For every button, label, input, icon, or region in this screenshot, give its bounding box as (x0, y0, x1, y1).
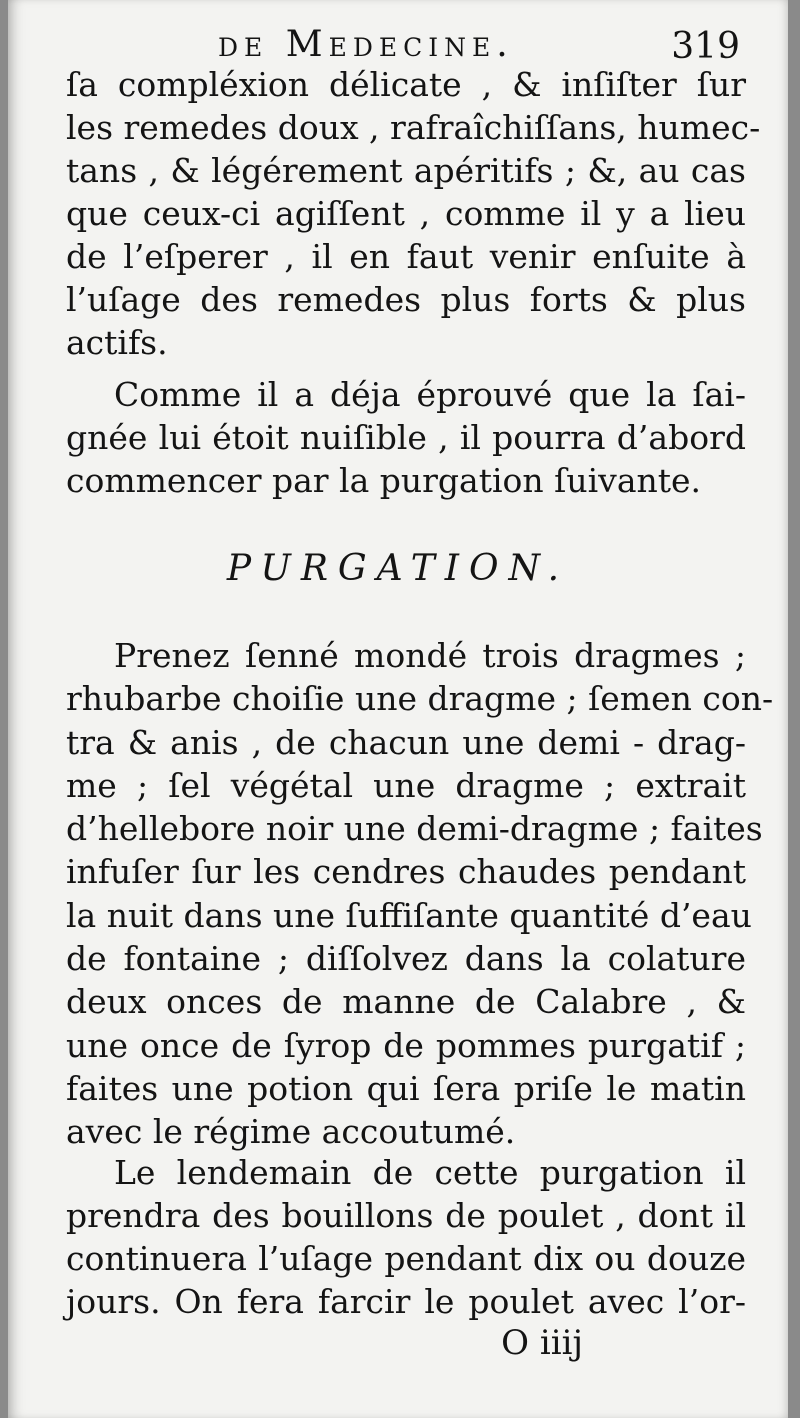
text-line: continuera l’uſage pendant dix ou douze (66, 1239, 746, 1278)
page-number: 319 (671, 26, 740, 67)
text-line: de fontaine ; diſſolvez dans la colature (66, 939, 746, 979)
text-line: Comme il a déja éprouvé que la ſai- (114, 375, 746, 414)
text-line: prendra des bouillons de poulet , dont il (66, 1196, 746, 1235)
text-line: rhubarbe choiſie une dragme ; ſemen con- (66, 679, 774, 719)
text-line: jours. On fera farcir le poulet avec l’or- (66, 1282, 746, 1321)
text-line: faites une potion qui ſera priſe le matin (66, 1068, 746, 1108)
text-line: tra & anis , de chacun une demi - drag- (66, 722, 746, 762)
text-line: Prenez ſenné mondé trois dragmes ; (114, 636, 746, 675)
text-line: Le lendemain de cette purgation il (114, 1153, 746, 1192)
book-page (8, 0, 788, 1418)
paragraph-lendemain (66, 1151, 746, 1323)
text-line: que ceux-ci agiſſent , comme il y a lieu (66, 194, 746, 233)
text-line: la nuit dans une ſuffiſante quantité d’eau (66, 895, 752, 935)
section-heading: PURGATION. (226, 548, 570, 589)
text-line: d’hellebore noir une demi-dragme ; faites (66, 809, 763, 849)
text-line: actifs. (66, 323, 168, 362)
signature-mark: O iiij (501, 1323, 583, 1363)
text-line: l’uſage des remedes plus forts & plus (66, 280, 746, 319)
text-line: me ; ſel végétal une dragme ; extrait (66, 765, 746, 805)
paragraph-continuation (66, 63, 761, 364)
text-line: gnée lui étoit nuiſible , il pourra d’abord (66, 418, 746, 457)
text-line: les remedes doux , rafraîchiſſans, humec- (66, 108, 761, 147)
text-line: infuſer ſur les cendres chaudes pendant (66, 852, 746, 892)
text-line: avec le régime accoutumé. (66, 1112, 516, 1152)
text-line: commencer par la purgation ſuivante. (66, 461, 702, 500)
recipe-paragraph (66, 634, 774, 1154)
paragraph-saignee (66, 373, 746, 502)
text-line: de l’eſperer , il en faut venir enſuite à (66, 237, 746, 276)
running-head: de Medecine. (218, 24, 514, 65)
text-line: deux onces de manne de Calabre , & (66, 982, 746, 1022)
text-line: une once de ſyrop de pommes purgatif ; (66, 1025, 746, 1065)
text-line: tans , & légérement apéritifs ; &, au cas (66, 151, 746, 190)
text-line: ſa compléxion délicate , & inſiſter ſur (66, 65, 746, 104)
